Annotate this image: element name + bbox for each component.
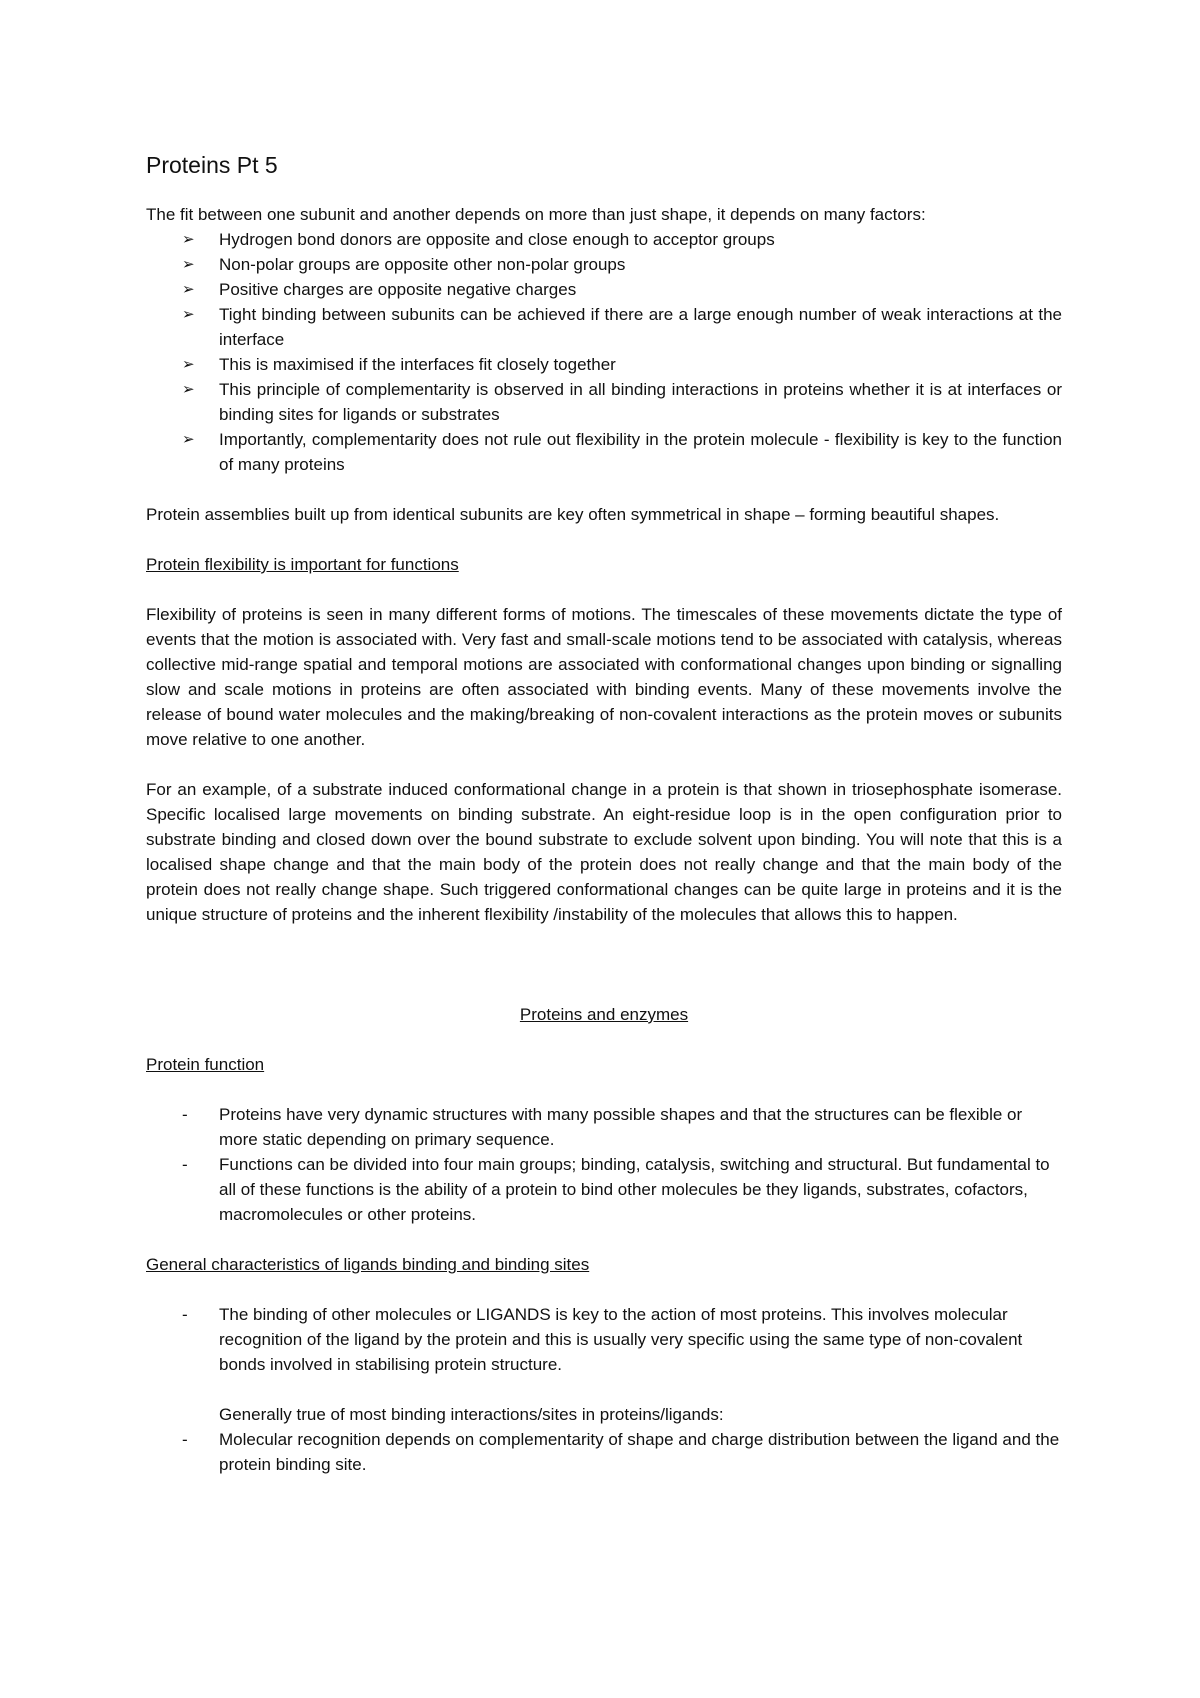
intro-paragraph: The fit between one subunit and another depends on more than just shape, it depends on many factors: <box>146 205 926 224</box>
list-item-text: This is maximised if the interfaces fit closely together <box>219 355 616 374</box>
arrow-bullet-icon: ➢ <box>182 231 195 248</box>
list-item-text: Positive charges are opposite negative charges <box>219 280 577 299</box>
list-item-text: Importantly, complementarity does not rule out flexibility in the protein molecule - flexibility is key to the function of many proteins <box>219 430 1062 474</box>
dash-bullet: - <box>182 1105 188 1124</box>
flexibility-heading: Protein flexibility is important for functions <box>146 555 459 574</box>
dash-bullet: - <box>182 1305 188 1324</box>
function-list <box>146 1102 1062 1227</box>
arrow-bullet-icon: ➢ <box>182 431 195 448</box>
list-item <box>146 227 1062 252</box>
list-item-text: Proteins have very dynamic structures with many possible shapes and that the structures can be flexible or more static depending on primary sequence. <box>219 1105 1023 1149</box>
list-item-text: Functions can be divided into four main groups; binding, catalysis, switching and structural. But fundamental to all of these functions is the ability of a protein to bind other molecules be they ligands, substrates, cofactors, macromolecules or other proteins. <box>219 1155 1050 1224</box>
list-item <box>146 277 1062 302</box>
list-item <box>146 377 1062 427</box>
list-item <box>146 427 1062 477</box>
list-item <box>146 352 1062 377</box>
list-item-text: Non-polar groups are opposite other non-polar groups <box>219 255 626 274</box>
list-item-text: The binding of other molecules or LIGANDS is key to the action of most proteins. This involves molecular recognition of the ligand by the protein and this is usually very specific using the same type of non-covalent bonds involved in stabilising protein structure. <box>219 1305 1023 1374</box>
list-item <box>146 1152 1062 1227</box>
arrow-bullet-icon: ➢ <box>182 256 195 273</box>
list-item <box>146 1427 1062 1477</box>
list-item-text: Molecular recognition depends on complementarity of shape and charge distribution between the ligand and the protein binding site. <box>219 1430 1060 1474</box>
section-heading: Proteins and enzymes <box>519 1005 689 1024</box>
example-paragraph: For an example, of a substrate induced conformational change in a protein is that shown in triosephosphate isomerase. Specific localised large movements on binding substrate. An eight-residue loop is in the open configuration prior to substrate binding and closed down over the bound substrate to exclude solvent upon binding. You will note that this is a localised shape change and that the main body of the protein does not really change and that the main body of the protein does not really change shape. Such triggered conformational changes can be quite large in proteins and it is the unique structure of proteins and the inherent flexibility /instability of the molecules that allows this to happen. <box>146 780 1062 924</box>
list-item-text: This principle of complementarity is observed in all binding interactions in proteins whether it is at interfaces or binding sites for ligands or substrates <box>219 380 1062 424</box>
arrow-bullet-icon: ➢ <box>182 356 195 373</box>
arrow-bullet-icon: ➢ <box>182 381 195 398</box>
flexibility-paragraph: Flexibility of proteins is seen in many different forms of motions. The timescales of these movements dictate the type of events that the motion is associated with. Very fast and small-scale motions tend to be associated with catalysis, whereas collective mid-range spatial and temporal motions are associated with conformational changes upon binding or signalling slow and scale motions in proteins are often associated with binding events. Many of these movements involve the release of bound water molecules and the making/breaking of non-covalent interactions as the protein moves or subunits move relative to one another. <box>146 605 1062 749</box>
list-item-text: Hydrogen bond donors are opposite and close enough to acceptor groups <box>219 230 775 249</box>
assemblies-paragraph: Protein assemblies built up from identical subunits are key often symmetrical in shape – forming beautiful shapes. <box>146 505 1000 524</box>
arrow-bullet-icon: ➢ <box>182 281 195 298</box>
ligand-list-1 <box>146 1302 1062 1377</box>
list-item <box>146 1102 1062 1152</box>
page-title: Proteins Pt 5 <box>146 152 278 178</box>
arrow-bullet-icon: ➢ <box>182 306 195 323</box>
dash-bullet: - <box>182 1155 188 1174</box>
list-item-text: Tight binding between subunits can be achieved if there are a large enough number of weak interactions at the interface <box>219 305 1062 349</box>
factor-list <box>146 227 1062 477</box>
dash-bullet: - <box>182 1430 188 1449</box>
list-item <box>146 302 1062 352</box>
list-item <box>146 1302 1062 1377</box>
ligand-list-2 <box>146 1427 1062 1477</box>
list-item <box>146 252 1062 277</box>
ligands-heading: General characteristics of ligands binding and binding sites <box>146 1255 590 1274</box>
generally-true-line: Generally true of most binding interactions/sites in proteins/ligands: <box>219 1405 724 1424</box>
function-heading: Protein function <box>146 1055 265 1074</box>
